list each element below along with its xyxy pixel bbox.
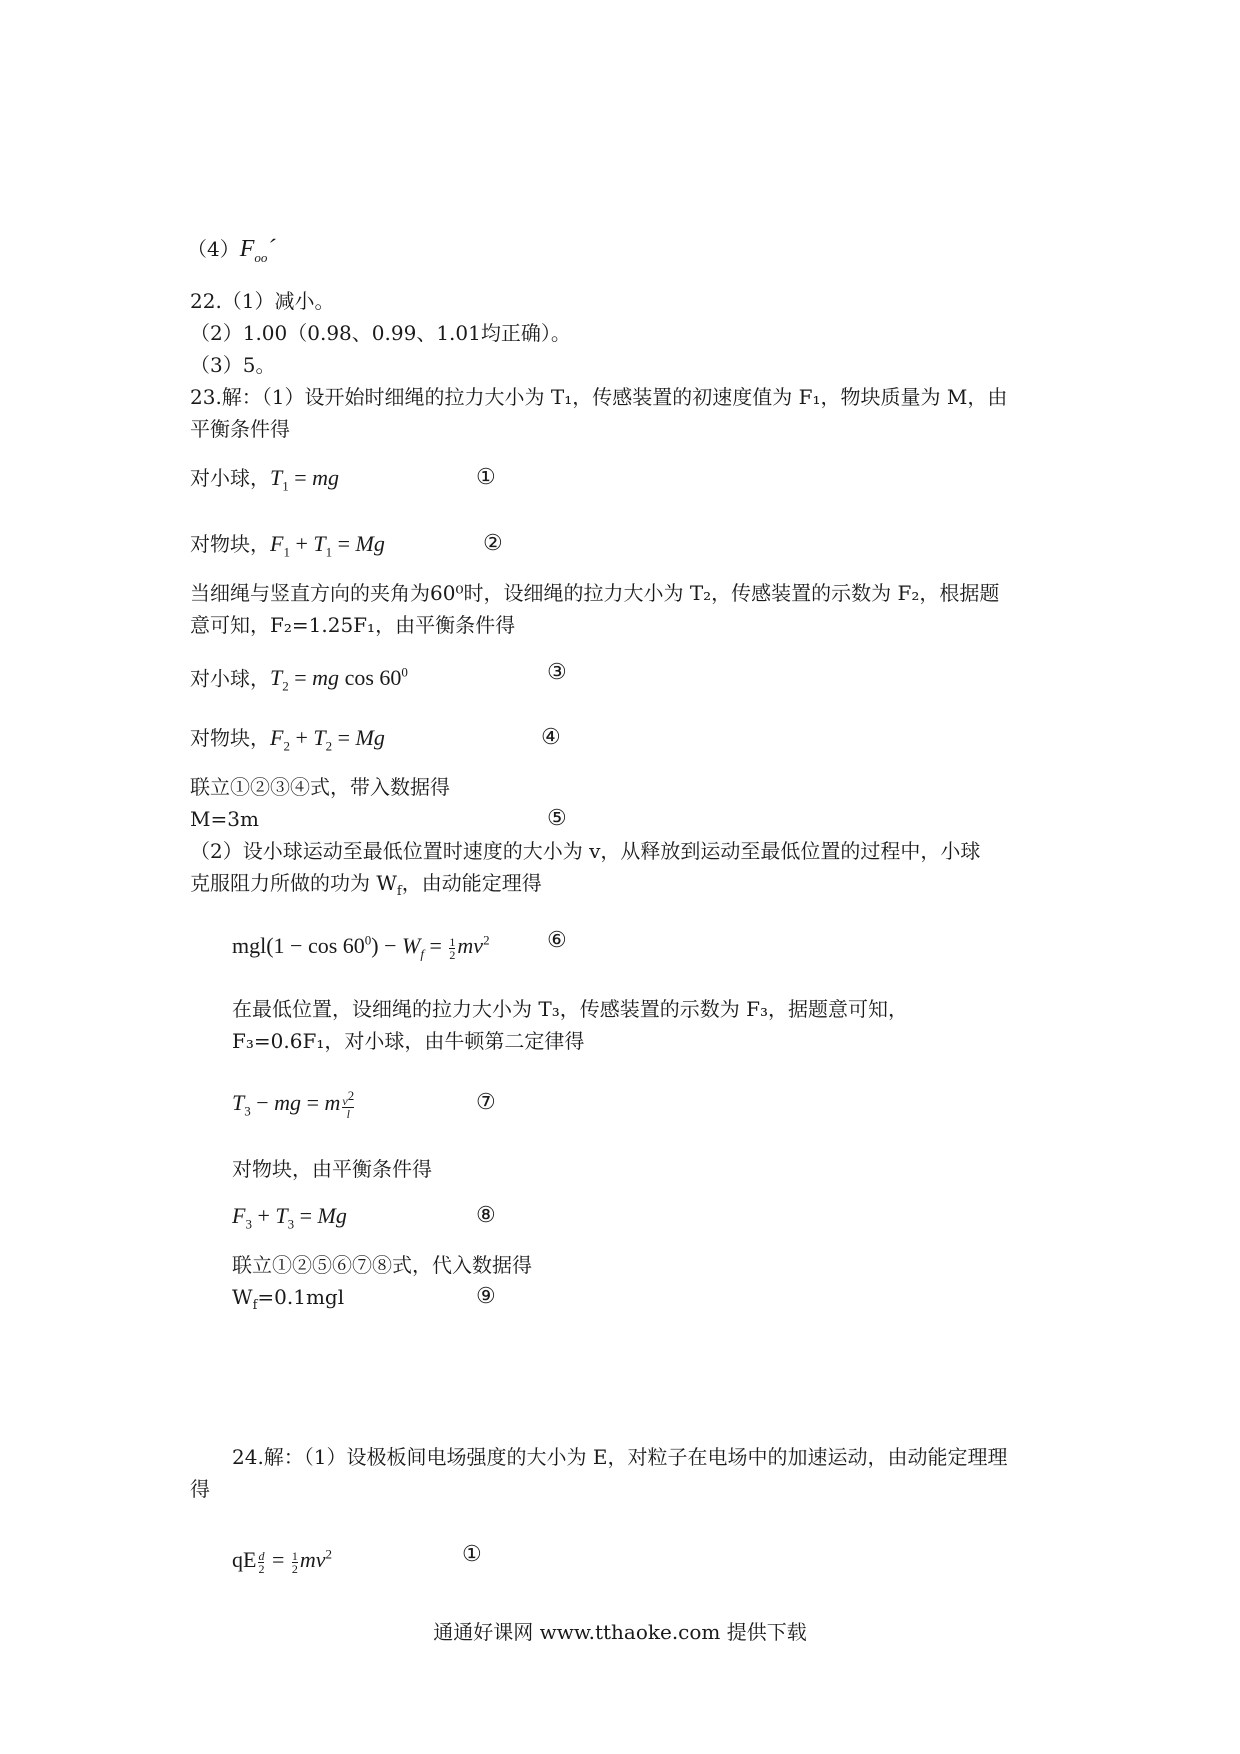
- combine-1-line: 联立①②③④式，带入数据得: [190, 775, 450, 799]
- combine-2-line: 联立①②⑤⑥⑦⑧式，代入数据得: [232, 1253, 532, 1277]
- lowest-line-2: F₃=0.6F₁，对小球，由牛顿第二定律得: [232, 1029, 585, 1053]
- marker-6: ⑥: [547, 928, 567, 953]
- q22-line-1: 22.（1）减小。: [190, 289, 335, 313]
- marker-9: ⑨: [476, 1284, 496, 1309]
- q24-equation-1: [232, 1542, 332, 1575]
- lowest-line-1: 在最低位置，设细绳的拉力大小为 T₃，传感装置的示数为 F₃，据题意可知，: [232, 997, 908, 1021]
- result-w-sub: f: [252, 1298, 258, 1313]
- q23-part2-line-2-sub: f: [396, 884, 402, 899]
- marker-2: ②: [483, 531, 503, 556]
- result-w-line: [232, 1284, 344, 1319]
- equation-8: [232, 1203, 347, 1237]
- marker-4: ④: [541, 725, 561, 750]
- answer-4-label: （4）: [187, 237, 240, 261]
- q24-line-2: 得: [190, 1477, 210, 1501]
- q24-equation-1-formula: qE $\frac{d}{2}$ = $\frac{1}{2}$ $mv^2$: [232, 1547, 333, 1576]
- equation-8-formula: $F_3 + T_3 = Mg$: [232, 1203, 347, 1232]
- marker-1: ①: [476, 465, 496, 490]
- q23-part2-line-2-tail: ，由动能定理得: [401, 871, 542, 895]
- marker-5: ⑤: [547, 806, 567, 831]
- equation-3-formula: $T_2$ = mg $\cos 60^0$: [270, 665, 408, 694]
- q23-line-1: 23.解：（1）设开始时细绳的拉力大小为 T₁，传感装置的初速度值为 F₁，物块质量为 M，由: [190, 385, 1008, 409]
- result-w-text: W: [232, 1285, 253, 1309]
- equation-4: [190, 725, 385, 759]
- equation-1: [190, 465, 339, 499]
- result-m-line: M=3m: [190, 807, 259, 831]
- answer-4-line: [187, 236, 275, 271]
- q23-part2-line-2-text: 克服阻力所做的功为 W: [190, 871, 397, 895]
- equation-4-formula: $F_2 + T_2 = Mg$: [270, 725, 385, 754]
- angle-line-1: 当细绳与竖直方向的夹角为60⁰时，设细绳的拉力大小为 T₂，传感装置的示数为 F₂，根据题: [190, 581, 1000, 605]
- equation-6: [232, 928, 490, 968]
- q23-part2-line-1: （2）设小球运动至最低位置时速度的大小为 v，从释放到运动至最低位置的过程中，小球: [190, 839, 981, 863]
- equation-1-label: 对小球，: [190, 466, 270, 490]
- equation-3: [190, 660, 408, 700]
- marker-8: ⑧: [476, 1203, 496, 1228]
- equation-2-label: 对物块，: [190, 532, 270, 556]
- equation-2: [190, 531, 385, 565]
- angle-line-2: 意可知，F₂=1.25F₁，由平衡条件得: [190, 613, 516, 637]
- q24-marker-1: ①: [462, 1542, 482, 1567]
- block-eq-label: 对物块，由平衡条件得: [232, 1157, 432, 1181]
- q22-line-3: （3）5。: [190, 353, 276, 377]
- page-footer: 通通好课网 www.tthaoke.com 提供下载: [433, 1620, 807, 1644]
- marker-3: ③: [547, 660, 567, 685]
- equation-2-formula: $F_1 + T_1 = Mg$: [270, 531, 385, 560]
- equation-7-formula: $T_3$ − mg = m $\frac{v^2}{l}$: [232, 1088, 355, 1121]
- equation-3-label: 对小球，: [190, 666, 270, 691]
- q24-line-1: 24.解：（1）设极板间电场强度的大小为 E，对粒子在电场中的加速运动，由动能定理理: [232, 1445, 1008, 1469]
- formula-f-oo: $F_{oo}´$: [239, 236, 276, 265]
- equation-7: [232, 1090, 356, 1124]
- result-w-tail: =0.1mgl: [257, 1285, 345, 1309]
- marker-7: ⑦: [476, 1090, 496, 1115]
- equation-1-formula: $T_1$ = mg: [270, 465, 340, 494]
- q22-line-2: （2）1.00（0.98、0.99、1.01均正确）。: [190, 321, 571, 345]
- equation-6-formula: $mgl(1 - \cos 60^0) - W_f$ = $\frac{1}{2}$ $mv^2$: [232, 933, 490, 962]
- equation-4-label: 对物块，: [190, 726, 270, 750]
- q23-part2-line-2: [190, 870, 542, 905]
- q23-line-2: 平衡条件得: [190, 417, 290, 441]
